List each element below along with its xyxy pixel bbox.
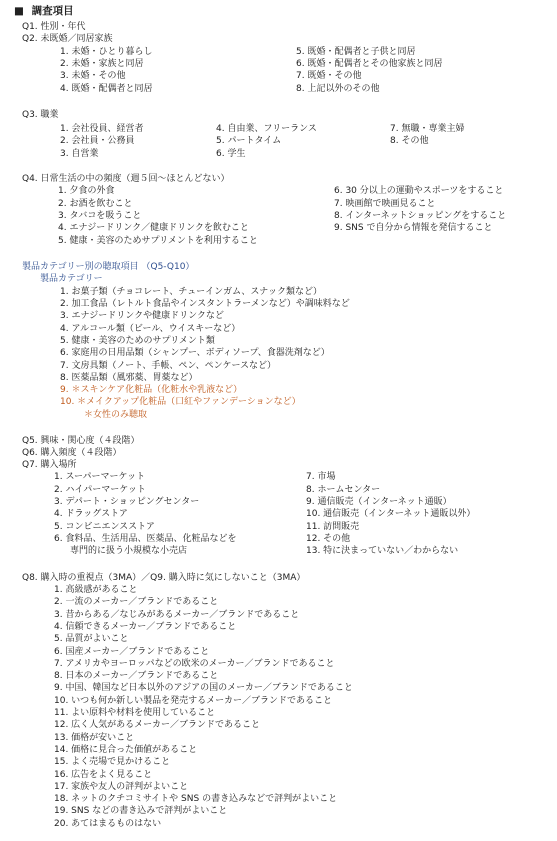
q4-option: 1. 夕食の外食 — [58, 186, 115, 196]
q7-option: 5. コンビニエンスストア — [54, 522, 155, 532]
q2-option: 1. 未婚・ひとり暮らし — [60, 47, 153, 57]
q8-option: 14. 価格に見合った価値があること — [54, 744, 198, 755]
q8-option: 3. 昔からある／なじみがあるメーカー／ブランドであること — [54, 609, 300, 620]
category-item: 5. 健康・美容のためのサプリメント類 — [60, 336, 215, 346]
q7-option: 4. ドラッグストア — [54, 509, 128, 519]
category-item: 3. エナジードリンクや健康ドリンクなど — [60, 311, 224, 321]
q8-option: 7. アメリカやヨーロッパなどの欧米のメーカー／ブランドであること — [54, 658, 335, 669]
q4-option: 3. タバコを吸うこと — [58, 211, 142, 221]
q3-option: 2. 会社員・公務員 — [60, 136, 135, 146]
q8-option: 5. 品質がよいこと — [54, 634, 129, 645]
q7-option: 2. ハイパーマーケット — [54, 485, 146, 495]
q4-option: 8. インターネットショッピングをすること — [334, 211, 507, 221]
q3-option: 6. 学生 — [216, 149, 246, 159]
category-item-women-only: 9. ＊スキンケア化粧品（化粧水や乳液など） — [60, 385, 243, 395]
q3-option: 4. 自由業、フリーランス — [216, 124, 317, 134]
q6-label: Q6. 購入頻度（４段階） — [22, 448, 122, 458]
q7-option: 9. 通信販売（インターネット通販） — [306, 497, 452, 507]
q3-option: 1. 会社役員、経営者 — [60, 124, 144, 134]
q2-option: 2. 未婚・家族と同居 — [60, 59, 144, 69]
section-title-text: 調査項目 — [31, 5, 74, 17]
category-subheader: 製品カテゴリー — [40, 274, 103, 284]
q8-option: 17. 家族や友人の評判がよいこと — [54, 781, 189, 792]
q4-option: 5. 健康・美容のためサプリメントを利用すること — [58, 236, 258, 246]
q4-label: Q4. 日常生活の中の頻度（週５回～ほとんどない） — [22, 174, 230, 184]
q7-option: 12. その他 — [306, 534, 351, 544]
q5-label: Q5. 興味・関心度（４段階） — [22, 436, 140, 446]
q8-option: 1. 高級感があること — [54, 585, 138, 595]
category-item: 6. 家庭用の日用品類（シャンプー、ボディソープ、食器洗剤など） — [60, 348, 330, 358]
category-item: 8. 医薬品類（風邪薬、胃薬など） — [60, 373, 198, 383]
q8-option: 16. 広告をよく見ること — [54, 769, 153, 780]
q8-option: 9. 中国、韓国など日本以外のアジアの国のメーカー／ブランドであること — [54, 683, 353, 694]
q8-option: 18. ネットのクチコミサイトや SNS の書き込みなどで評判がよいこと — [54, 794, 338, 805]
q8-option: 10. いつも何か新しい製品を発売するメーカー／ブランドであること — [54, 695, 332, 706]
category-item-women-only: 10. ＊メイクアップ化粧品（口紅やファンデーションなど） — [60, 397, 301, 407]
q2-option: 8. 上記以外のその他 — [296, 84, 380, 94]
q7-option: 13. 特に決まっていない／わからない — [306, 546, 459, 556]
q2-option: 7. 既婚・その他 — [296, 71, 362, 81]
q1-label: Q1. 性別・年代 — [22, 22, 86, 32]
q7-option: 6. 食料品、生活用品、医薬品、化粧品などを — [54, 534, 237, 544]
q7-option: 3. デパート・ショッピングセンター — [54, 497, 200, 507]
q4-option: 6. 30 分以上の運動やスポーツをすること — [334, 186, 504, 196]
q7-label: Q7. 購入場所 — [22, 460, 77, 470]
q7-option: 11. 訪問販売 — [306, 522, 360, 532]
q3-option: 5. パートタイム — [216, 136, 282, 146]
q4-option: 9. SNS で自分から情報を発信すること — [334, 223, 493, 233]
q2-option: 4. 既婚・配偶者と同居 — [60, 84, 153, 94]
section-title — [14, 6, 74, 17]
q8-option: 20. あてはまるものはない — [54, 818, 162, 829]
q3-option: 7. 無職・専業主婦 — [390, 124, 465, 134]
q8-option: 19. SNS などの書き込みで評判がよいこと — [54, 806, 228, 817]
q4-option: 2. お酒を飲むこと — [58, 199, 133, 209]
q7-option: 7. 市場 — [306, 472, 336, 482]
q8-option: 4. 信頼できるメーカー／ブランドであること — [54, 621, 237, 632]
q2-option: 3. 未婚・その他 — [60, 71, 126, 81]
q3-label: Q3. 職業 — [22, 110, 59, 120]
q8-option: 6. 国産メーカー／ブランドであること — [54, 646, 210, 657]
category-section-header: 製品カテゴリー別の聴取項目 （Q5-Q10） — [22, 262, 195, 272]
q7-option: 10. 通信販売（インターネット通販以外） — [306, 509, 476, 519]
category-item: 7. 文房具類（ノート、手帳、ペン、ペンケースなど） — [60, 361, 277, 371]
q8-q9-label: Q8. 購入時の重視点（3MA）／Q9. 購入時に気にしないこと（3MA） — [22, 573, 306, 583]
category-item: 1. お菓子類（チョコレート、チューインガム、スナック類など） — [60, 287, 323, 297]
q8-option: 13. 価格が安いこと — [54, 732, 135, 743]
category-item: 4. アルコール類（ビール、ウイスキーなど） — [60, 324, 241, 334]
q2-option: 6. 既婚・配偶者とその他家族と同居 — [296, 59, 443, 69]
title-square-icon: ■ — [14, 5, 24, 17]
q7-option: 1. スーパーマーケット — [54, 472, 146, 482]
q2-label: Q2. 未既婚／同居家族 — [22, 34, 113, 44]
q3-option: 3. 自営業 — [60, 149, 99, 159]
q7-option-continuation: 専門的に扱う小規模な小売店 — [70, 546, 188, 556]
category-item: 2. 加工食品（レトルト食品やインスタントラーメンなど）や調味料など — [60, 299, 350, 309]
q4-option: 4. エナジードリンク／健康ドリンクを飲むこと — [58, 223, 249, 233]
category-note: ＊女性のみ聴取 — [84, 410, 148, 420]
q2-option: 5. 既婚・配偶者と子供と同居 — [296, 47, 416, 57]
q4-option: 7. 映画館で映画見ること — [334, 199, 436, 209]
q7-option: 8. ホームセンター — [306, 485, 381, 495]
q8-option: 2. 一流のメーカー／ブランドであること — [54, 597, 219, 608]
q3-option: 8. その他 — [390, 136, 429, 146]
q8-option: 12. 広く人気があるメーカー／ブランドであること — [54, 720, 260, 731]
q8-option: 15. よく売場で見かけること — [54, 757, 171, 768]
q8-option: 8. 日本のメーカー／ブランドであること — [54, 671, 219, 682]
q8-option: 11. よい原料や材料を使用していること — [54, 708, 216, 718]
